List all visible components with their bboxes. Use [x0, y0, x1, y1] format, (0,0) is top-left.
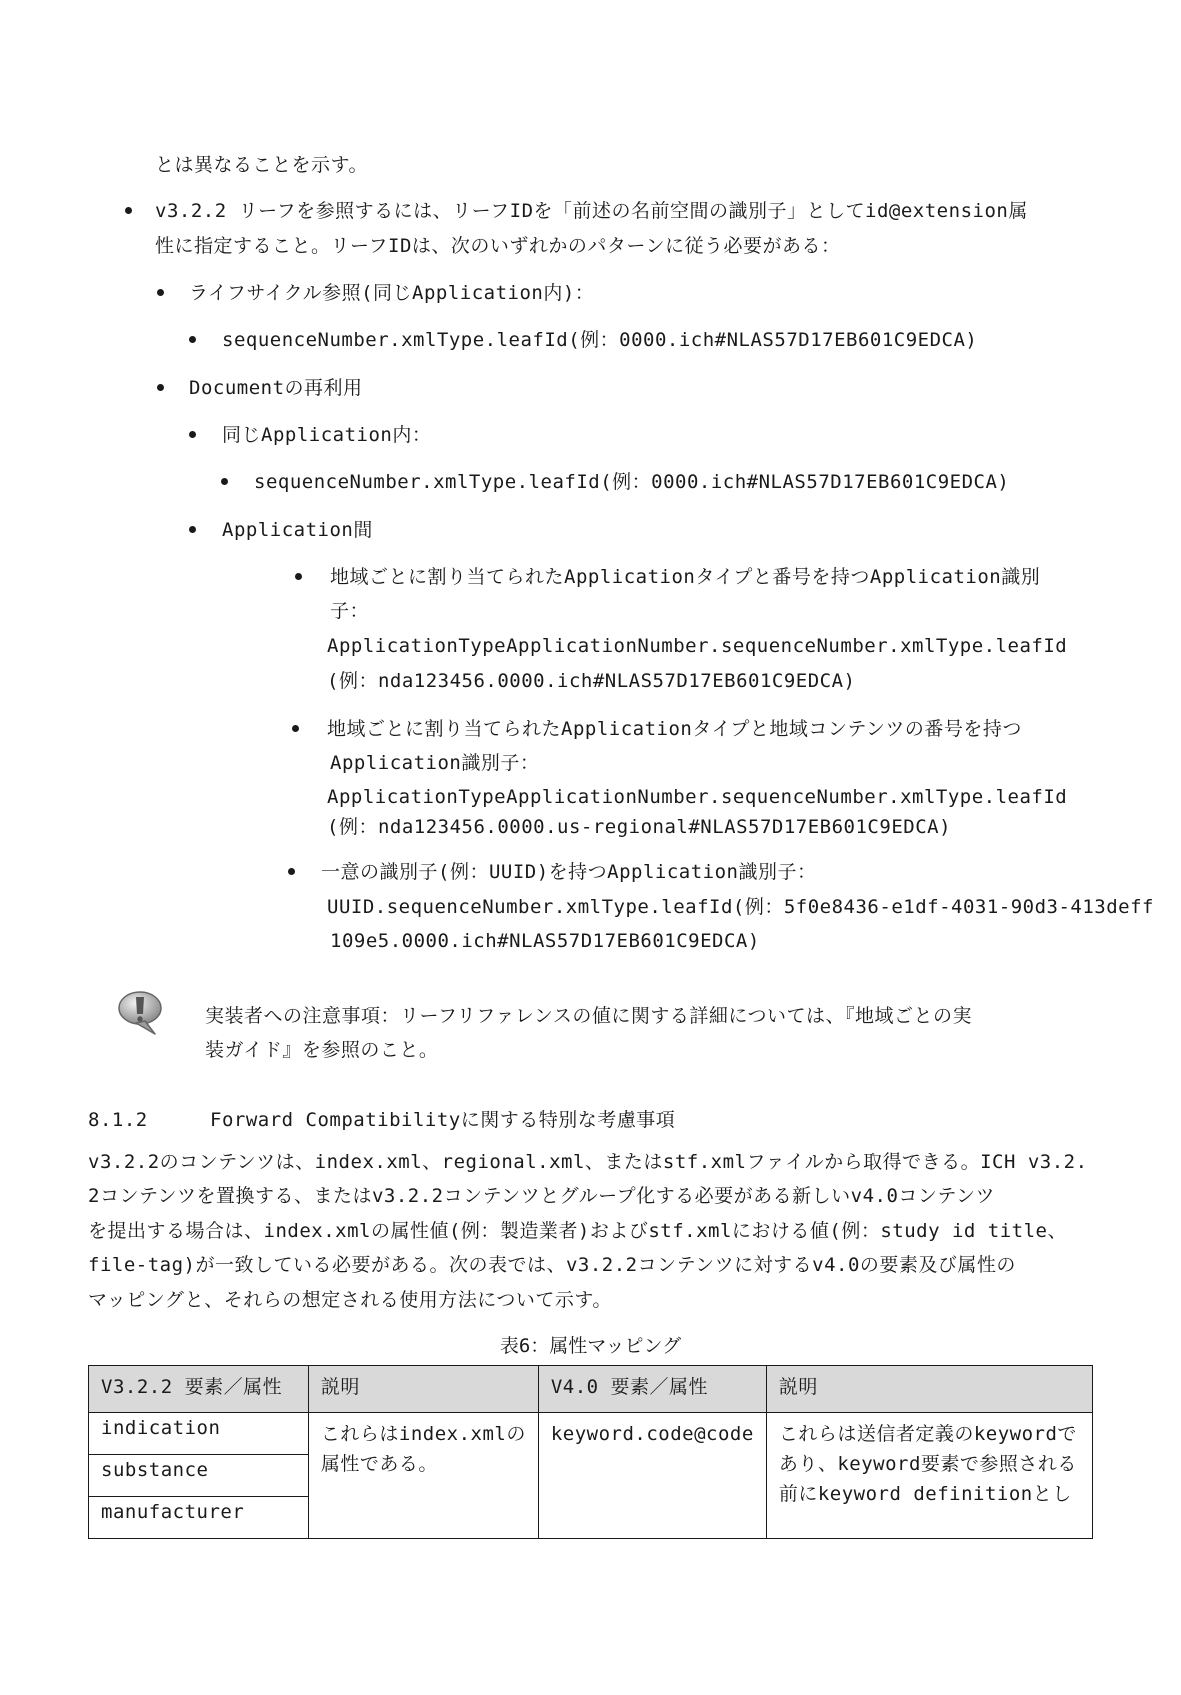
text-line: 性に指定すること。リーフIDは、次のいずれかのパターンに従う必要がある：: [155, 235, 841, 257]
text-line: 地域ごとに割り当てられたApplicationタイプと番号を持つApplication識別: [330, 566, 1041, 588]
table-header-cell: V3.2.2 要素／属性: [89, 1366, 309, 1413]
text-line: UUID.sequenceNumber.xmlType.leafId(例：5f0e8436-e1df-4031-90d3-413deff: [327, 896, 1154, 918]
bullet-icon: [125, 207, 132, 214]
text-line: (例：nda123456.0000.ich#NLAS57D17EB601C9EDCA): [327, 670, 856, 692]
table-header-cell: V4.0 要素／属性: [538, 1366, 766, 1413]
note-text-line: 実装者への注意事項：リーフリファレンスの値に関する詳細については、『地域ごとの実: [205, 1005, 972, 1027]
table-cell: keyword.code@code: [538, 1413, 766, 1539]
text-line: 地域ごとに割り当てられたApplicationタイプと地域コンテンツの番号を持つ: [327, 718, 1022, 740]
table-header-cell: 説明: [308, 1366, 538, 1413]
section-title: Forward Compatibilityに関する特別な考慮事項: [210, 1109, 676, 1131]
table-cell: substance: [89, 1455, 309, 1497]
bullet-icon: [288, 868, 295, 875]
text-line: 同じApplication内：: [222, 424, 432, 446]
text-line: ApplicationTypeApplicationNumber.sequenceNumber.xmlType.leafId: [327, 786, 1068, 808]
paragraph-line: v3.2.2のコンテンツは、index.xml、regional.xml、またはstf.xmlファイルから取得できる。ICH v3.2.: [88, 1151, 1088, 1173]
bullet-icon: [295, 573, 302, 580]
text-line: とは異なることを示す。: [155, 154, 368, 176]
table-caption: 表6：属性マッピング: [499, 1335, 682, 1357]
text-line: 一意の識別子(例：UUID)を持つApplication識別子：: [321, 861, 817, 883]
paragraph-line: 2コンテンツを置換する、またはv3.2.2コンテンツとグループ化する必要がある新しいv4.0コンテンツ: [88, 1185, 995, 1207]
table-header-cell: 説明: [766, 1366, 1092, 1413]
bullet-icon: [157, 384, 164, 391]
exclamation-speech-bubble-icon: [115, 990, 163, 1036]
text-line: sequenceNumber.xmlType.leafId(例：0000.ich#NLAS57D17EB601C9EDCA): [254, 471, 1010, 493]
text-line: sequenceNumber.xmlType.leafId(例：0000.ich#NLAS57D17EB601C9EDCA): [222, 329, 978, 351]
paragraph-line: file-tag)が一致している必要がある。次の表では、v3.2.2コンテンツに対するv4.0の要素及び属性の: [88, 1254, 1016, 1276]
paragraph-line: を提出する場合は、index.xmlの属性値(例：製造業者)およびstf.xmlにおける値(例：study id title、: [88, 1220, 1067, 1242]
text-line: 子：: [330, 600, 370, 622]
table-row: [89, 1413, 1093, 1455]
section-number: 8.1.2: [88, 1109, 148, 1131]
table-cell: これらはindex.xmlの属性である。: [308, 1413, 538, 1539]
bullet-icon: [189, 526, 196, 533]
bullet-icon: [157, 289, 164, 296]
bullet-icon: [189, 336, 196, 343]
table-header-row: [89, 1366, 1093, 1413]
bullet-icon: [189, 431, 196, 438]
attribute-mapping-table: [88, 1365, 1093, 1539]
bullet-icon: [221, 478, 228, 485]
text-line: (例：nda123456.0000.us-regional#NLAS57D17EB601C9EDCA): [327, 816, 952, 838]
table-cell: これらは送信者定義のkeywordであり、keyword要素で参照される前にkeyword definitionとし: [766, 1413, 1092, 1539]
text-line: ApplicationTypeApplicationNumber.sequenceNumber.xmlType.leafId: [327, 635, 1068, 657]
text-line: 109e5.0000.ich#NLAS57D17EB601C9EDCA): [330, 930, 760, 952]
text-line: ライフサイクル参照(同じApplication内)：: [189, 282, 595, 304]
text-line: Application間: [222, 519, 373, 541]
table-cell: manufacturer: [89, 1497, 309, 1539]
paragraph-line: マッピングと、それらの想定される使用方法について示す。: [88, 1289, 612, 1311]
text-line: v3.2.2 リーフを参照するには、リーフIDを「前述の名前空間の識別子」としてid@extension属: [155, 200, 1028, 222]
text-line: Documentの再利用: [189, 377, 363, 399]
bullet-icon: [292, 725, 299, 732]
text-line: Application識別子：: [330, 752, 540, 774]
table-cell: indication: [89, 1413, 309, 1455]
note-text-line: 装ガイド』を参照のこと。: [205, 1039, 439, 1061]
